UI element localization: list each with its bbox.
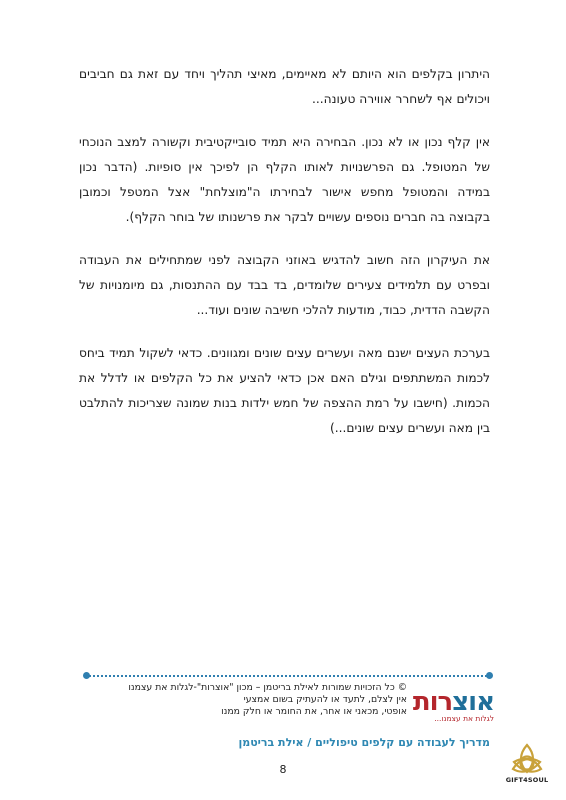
paragraph-4: בערכת העצים ישנם מאה ועשרים עצים שונים ומגוונים. כדאי לשקול תמיד ביחס לכמות המשתתפים וגילם האם אכן כדאי להציע את כל הקלפים או לדלל את הכמות. (חישבו על רמת ההצפה של חמש ילדות בנות שמונה שצריכות להתלבט בין מאה ועשרים עצים שונים...)	[79, 346, 491, 435]
copyright-line-3: אופטי, מכאני או אחר, את החומר או חלק ממנו	[221, 706, 407, 717]
copyright-notice	[128, 682, 407, 718]
guide-title: מדריך לעבודה עם קלפים טיפוליים / אילת בריטמן	[238, 736, 490, 749]
brand-name: GIFT4SOUL	[505, 776, 549, 784]
footer-dotted-rule	[86, 675, 490, 677]
copyright-line-2: אין לצלם, לתעד או להעתיק בשום אמצעי	[243, 694, 407, 705]
gift4soul-logo	[502, 742, 552, 792]
paragraph-3: את העיקרון הזה חשוב להדגיש באוזני הקבוצה לפני שמתחילים את העבודה ובפרט עם תלמידים צעירים שלומדים, בד בבד עם ההתנסות, גם מיומנויות של הקשבה הדדית, כבוד, מודעות להלכי חשיבה שונים ועוד...	[79, 253, 491, 317]
otzarot-logo	[412, 688, 494, 730]
paragraph-2: אין קלף נכון או לא נכון. הבחירה היא תמיד סובייקטיבית וקשורה למצב הנוכחי של המטופל. גם הפרשנויות לאותו הקלף הן לפיכך אין סופיות. (הדבר נכון במידה והמטופל מחפש אישור לבחירתו ה"מוצלחת" אצל המטפל וכמובן בקבוצה בה חברים נוספים עשויים לבקר את פרשנותו של בוחר הקלף).	[79, 135, 491, 224]
rule-dot-right	[486, 672, 493, 679]
rule-dot-left	[83, 672, 90, 679]
paragraph-1: היתרון בקלפים הוא היותם לא מאיימים, מאיצי תהליך ויחד עם זאת גם חביבים ויכולים אף לשחרר אווירה טעונה...	[79, 67, 491, 106]
copyright-line-1: © כל הזכויות שמורות לאילת בריטמן – מכון "אוצרות"-לגלות את עצמנו	[128, 682, 407, 693]
logo-wordmark: אוצרות	[412, 687, 494, 717]
document-body	[79, 62, 490, 459]
page-number: 8	[279, 763, 287, 776]
triquetra-icon	[502, 742, 552, 778]
logo-tagline: לגלות את עצמנו...	[434, 714, 494, 723]
